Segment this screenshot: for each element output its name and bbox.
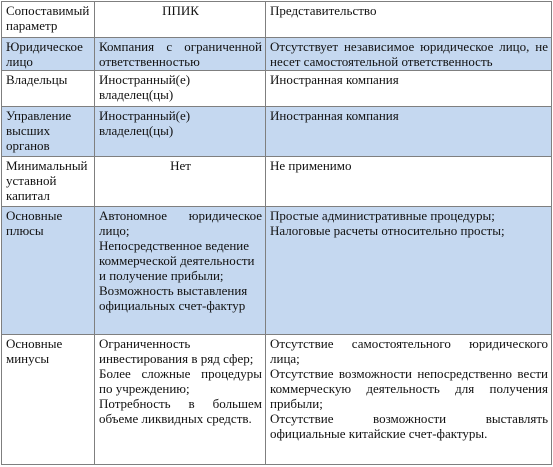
list-item: Отсутствие самостоятельного юридического лица;: [270, 336, 548, 366]
rep-cell: Не применимо: [266, 157, 552, 207]
wfoe-cell: Иностранный(е) владелец(цы): [95, 71, 266, 107]
rep-cell: [266, 207, 552, 335]
header-rep-cell: Представительство: [266, 2, 552, 38]
wfoe-cell: Компания с ограниченной ответственностью: [95, 38, 266, 71]
rep-cell: Иностранная компания: [266, 107, 552, 157]
rep-cell: [266, 335, 552, 465]
list-item: Потребность в большем объеме ликвидных средств.: [99, 396, 262, 426]
table-row-pros: [2, 207, 552, 335]
list-item: Отсутствие возможности выставлять официальные китайские счет-фактуры.: [270, 411, 548, 441]
wfoe-cell: [95, 335, 266, 465]
list-item: Возможность выставления официальных счет-фактур: [99, 283, 248, 313]
param-cell: Владельцы: [2, 71, 95, 107]
table-row-governance: [2, 107, 552, 157]
param-cell: Основные минусы: [2, 335, 95, 465]
param-cell: Управление высших органов: [2, 107, 95, 157]
list-item: Более сложные процедуры по учреждению;: [99, 366, 262, 396]
wfoe-cell: [95, 207, 266, 335]
list-item: Непосредственное ведение коммерческой деятельности и получение прибыли;: [99, 238, 255, 283]
list-item: Простые административные процедуры;: [270, 208, 495, 223]
rep-cell: Иностранная компания: [266, 71, 552, 107]
list-item: Автономное юридическое лицо;: [99, 208, 262, 238]
rep-cell: Отсутствует независимое юридическое лицо, не несет самостоятельной ответственность: [266, 38, 552, 71]
wfoe-cell: Иностранный(е) владелец(цы): [95, 107, 266, 157]
list-item: Ограниченность инвестирования в ряд сфер;: [99, 336, 254, 366]
header-row: [2, 2, 552, 38]
header-param-cell: Сопоставимый параметр: [2, 2, 95, 38]
list-item: Налоговые расчеты относительно просты;: [270, 223, 505, 238]
table-row-cons: [2, 335, 552, 465]
list-item: Отсутствие возможности непосредственно вести коммерческую деятельность для получения прибыли;: [270, 366, 548, 411]
param-cell: Основные плюсы: [2, 207, 95, 335]
wfoe-cell: Нет: [95, 157, 266, 207]
table-row-min-capital: [2, 157, 552, 207]
header-wfoe-cell: ППИК: [95, 2, 266, 38]
param-cell: Минимальный уставной капитал: [2, 157, 95, 207]
comparison-table: [1, 1, 552, 465]
table-row-legal-entity: [2, 38, 552, 71]
table-row-owners: [2, 71, 552, 107]
param-cell: Юридическое лицо: [2, 38, 95, 71]
